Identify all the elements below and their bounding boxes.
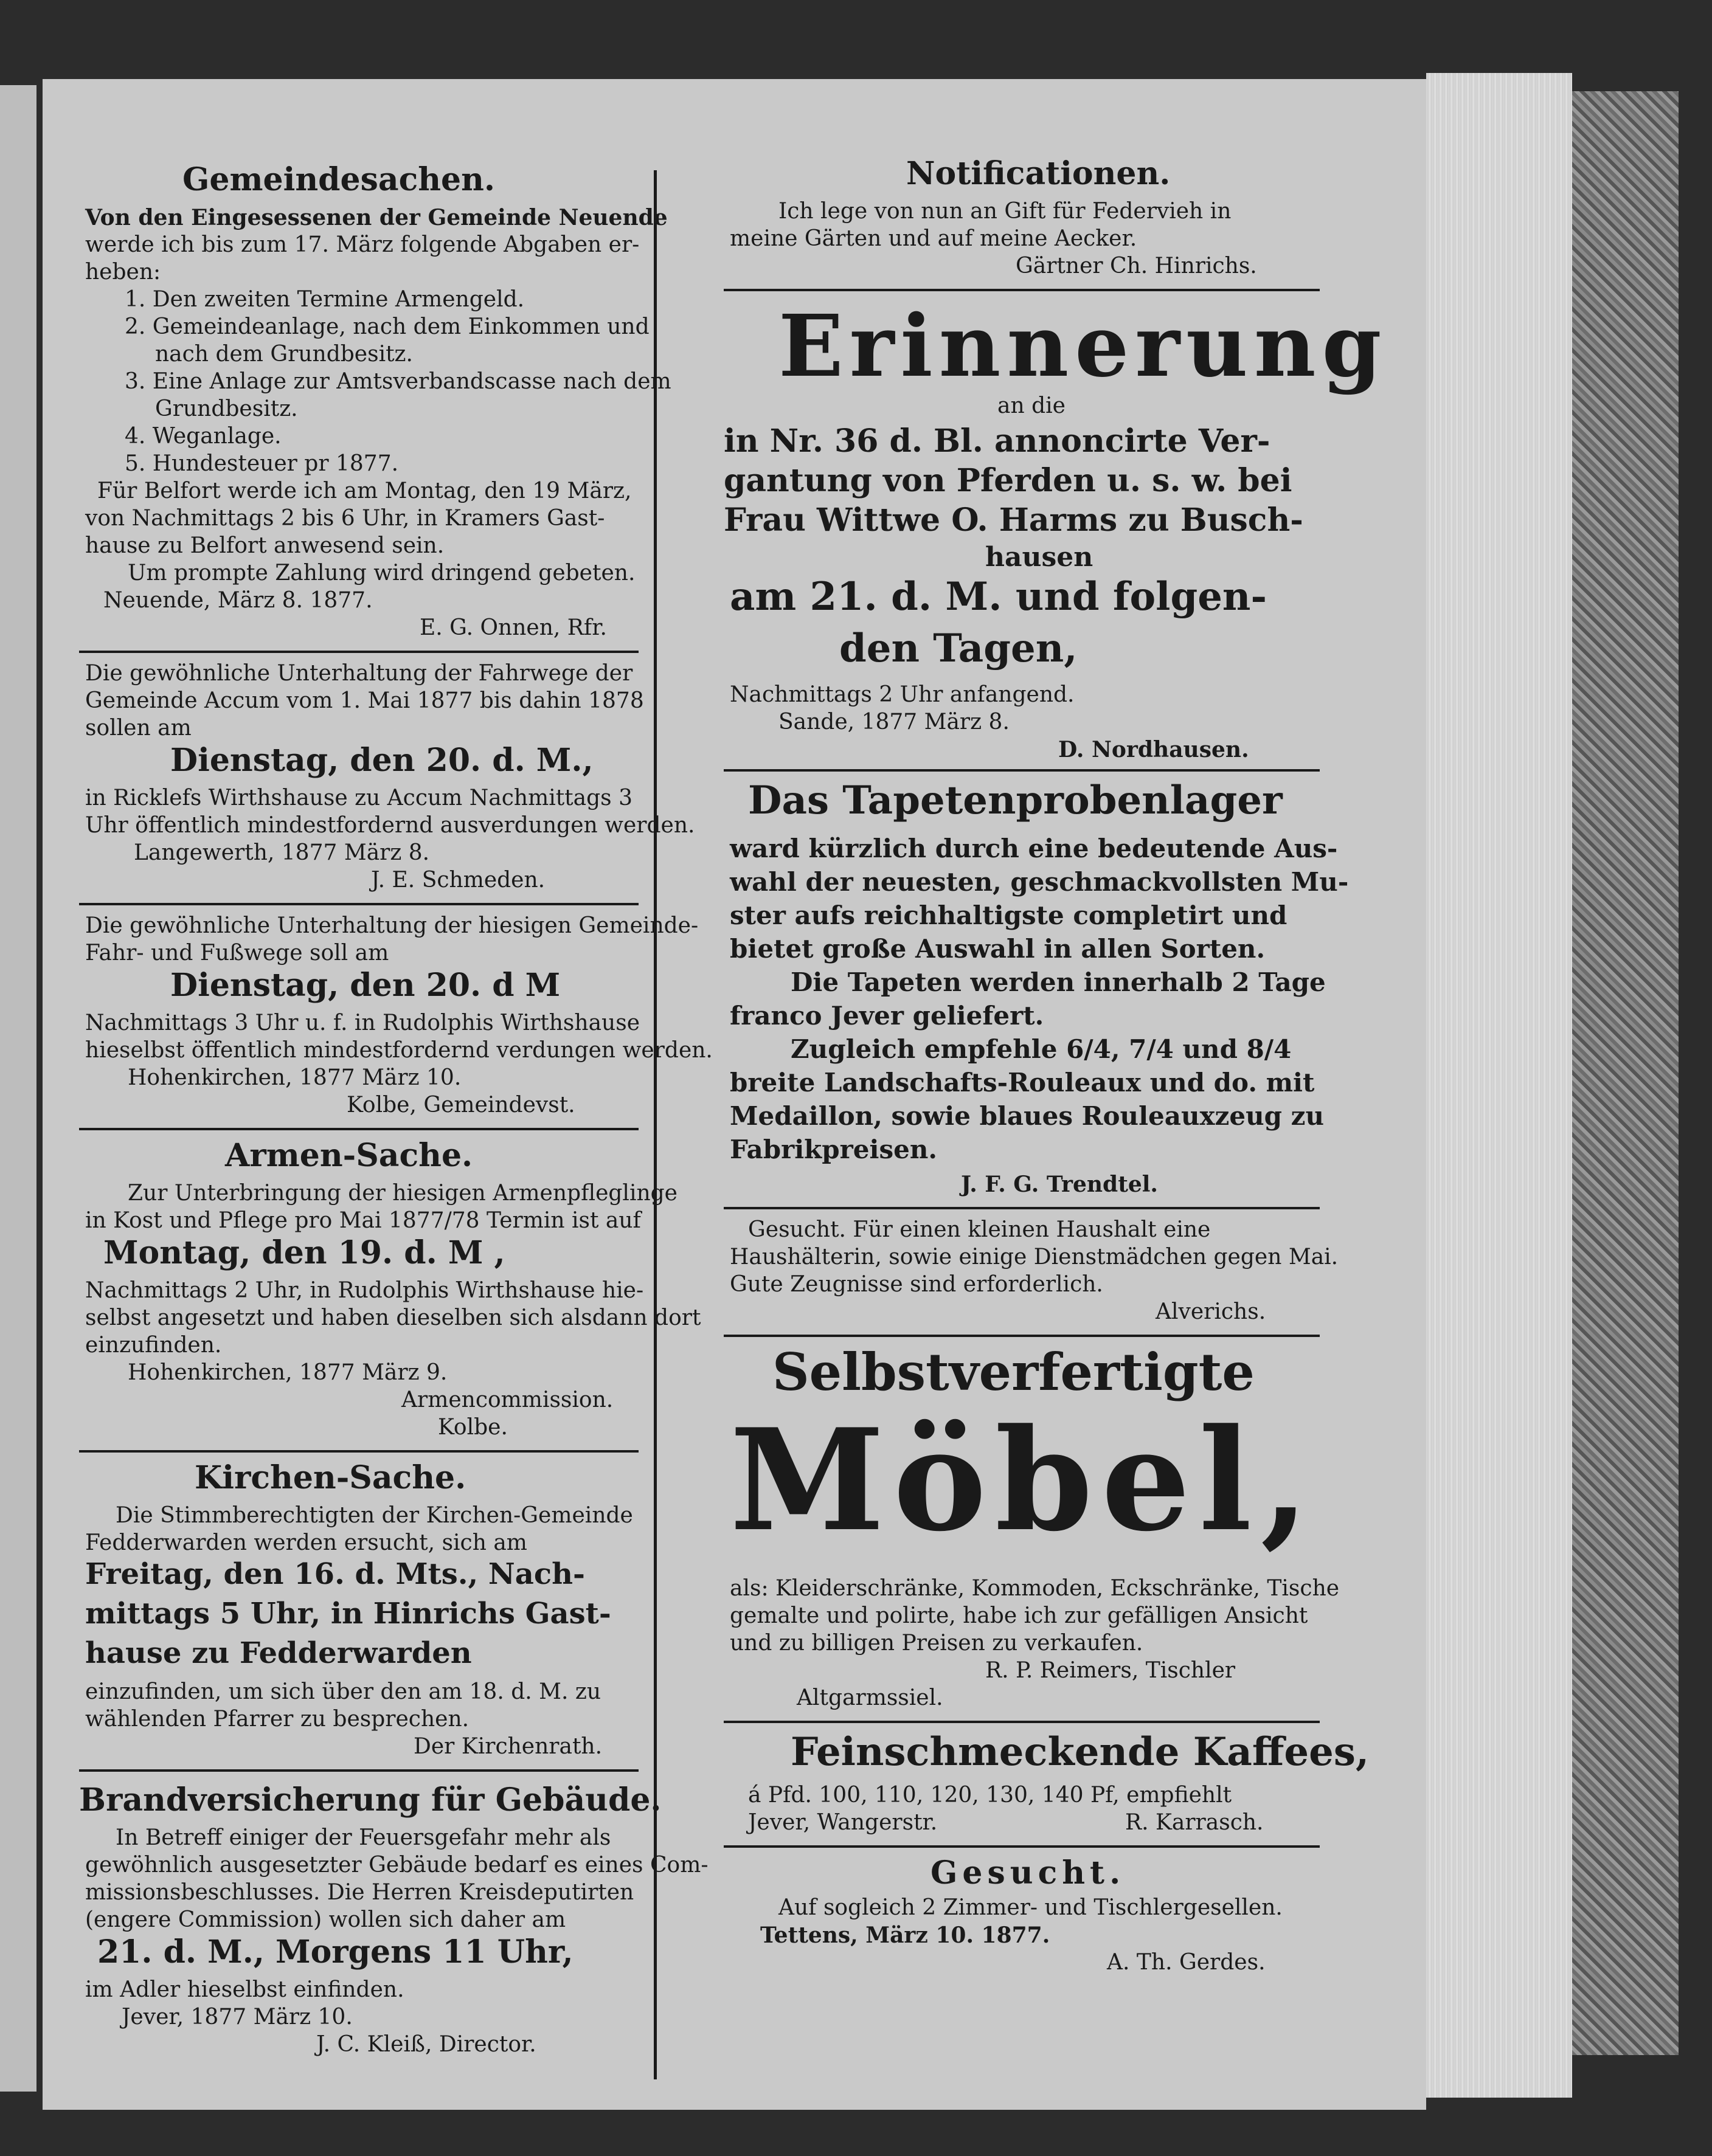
separator-rule	[79, 651, 639, 653]
text-line: Fahr- und Fußwege soll am	[85, 941, 389, 966]
text-line: Nachmittags 3 Uhr u. f. in Rudolphis Wirthshause	[85, 1011, 640, 1035]
date-emphasis: 21. d. M., Morgens 11 Uhr,	[97, 1933, 574, 1971]
separator-rule	[724, 289, 1320, 291]
text-line: Medaillon, sowie blaues Rouleauxzeug zu	[730, 1101, 1325, 1131]
text-line: in Kost und Pflege pro Mai 1877/78 Termin ist auf	[85, 1208, 641, 1233]
heading-kaffees: Feinschmeckende Kaffees,	[791, 1729, 1370, 1775]
text-line: (engere Commission) wollen sich daher am	[85, 1907, 566, 1932]
date-emphasis: Dienstag, den 20. d. M.,	[170, 742, 594, 779]
emphasis-line: in Nr. 36 d. Bl. annoncirte Ver-	[724, 423, 1270, 460]
list-item: 5. Hundesteuer pr 1877.	[125, 451, 399, 476]
book-cover-marbled	[1572, 91, 1679, 2055]
signature: J. F. G. Trendtel.	[961, 1172, 1158, 1197]
heading-gemeindesachen: Gemeindesachen.	[182, 161, 496, 198]
list-item: Grundbesitz.	[155, 396, 298, 421]
place-date: Jever, 1877 März 10.	[122, 2005, 353, 2030]
text-line: an die	[997, 393, 1066, 418]
emphasis-line: Frau Wittwe O. Harms zu Busch-	[724, 502, 1303, 539]
signature: A. Th. Gerdes.	[1107, 1950, 1266, 1975]
previous-page-edge	[0, 85, 36, 2092]
place-date: Neuende, März 8. 1877.	[103, 588, 373, 613]
text-line: ster aufs reichhaltigste completirt und	[730, 900, 1287, 930]
separator-rule	[724, 1207, 1320, 1209]
text-line: als: Kleiderschränke, Kommoden, Eckschränke, Tische	[730, 1576, 1340, 1601]
emphasis-line: gantung von Pferden u. s. w. bei	[724, 462, 1292, 499]
emphasis-line: mittags 5 Uhr, in Hinrichs Gast-	[85, 1597, 611, 1631]
signature: R. Karrasch.	[1125, 1810, 1264, 1835]
text-line: Für Belfort werde ich am Montag, den 19 März,	[97, 479, 632, 503]
signature: Der Kirchenrath.	[414, 1734, 603, 1759]
separator-rule	[79, 903, 639, 905]
text-line: Um prompte Zahlung wird dringend gebeten.	[128, 561, 636, 586]
text-line: meine Gärten und auf meine Aecker.	[730, 226, 1137, 251]
text-line: gemalte und polirte, habe ich zur gefälligen Ansicht	[730, 1603, 1308, 1628]
separator-rule	[724, 1721, 1320, 1723]
heading-erinnerung: Erinnerung	[778, 297, 1388, 396]
list-item: 4. Weganlage.	[125, 424, 282, 449]
heading-kirchen-sache: Kirchen-Sache.	[195, 1459, 466, 1496]
text-line: Von den Eingesessenen der Gemeinde Neuende	[85, 205, 668, 230]
signature: Armencommission.	[401, 1387, 614, 1412]
text-line: Nachmittags 2 Uhr, in Rudolphis Wirthshause hie-	[85, 1278, 644, 1303]
text-line: Uhr öffentlich mindestfordernd ausverdungen werden.	[85, 813, 695, 838]
separator-rule	[79, 1450, 639, 1453]
text-line: wählenden Pfarrer zu besprechen.	[85, 1707, 470, 1732]
text-line: Die Tapeten werden innerhalb 2 Tage	[791, 967, 1326, 997]
separator-rule	[79, 1769, 639, 1772]
text-line: Gemeinde Accum vom 1. Mai 1877 bis dahin 1878	[85, 688, 644, 713]
heading-brandversicherung: Brandversicherung für Gebäude.	[79, 1781, 662, 1819]
text-line: selbst angesetzt und haben dieselben sich alsdann dort	[85, 1305, 701, 1330]
list-item: nach dem Grundbesitz.	[155, 342, 413, 367]
text-line: bietet große Auswahl in allen Sorten.	[730, 934, 1266, 964]
date-emphasis: den Tagen,	[839, 626, 1078, 671]
text-line: und zu billigen Preisen zu verkaufen.	[730, 1631, 1143, 1656]
text-line: werde ich bis zum 17. März folgende Abgaben er-	[85, 232, 640, 257]
heading-moebel: Möbel,	[730, 1398, 1318, 1563]
text-line: Gute Zeugnisse sind erforderlich.	[730, 1272, 1103, 1297]
text-line: Ich lege von nun an Gift für Federvieh in	[778, 199, 1232, 224]
heading-gesucht: Gesucht.	[931, 1854, 1126, 1892]
text-line: Die Stimmberechtigten der Kirchen-Gemeinde	[116, 1503, 633, 1528]
text-line: Die gewöhnliche Unterhaltung der hiesigen Gemeinde-	[85, 913, 699, 938]
signature: J. E. Schmeden.	[371, 868, 546, 893]
text-line: gewöhnlich ausgesetzter Gebäude bedarf es eines Com-	[85, 1853, 709, 1878]
emphasis-line: Freitag, den 16. d. Mts., Nach-	[85, 1557, 585, 1591]
date-emphasis: Montag, den 19. d. M ,	[103, 1234, 505, 1271]
place-date: Hohenkirchen, 1877 März 9.	[128, 1360, 448, 1385]
signature: D. Nordhausen.	[1058, 737, 1249, 762]
date-emphasis: Dienstag, den 20. d M	[170, 967, 561, 1004]
book-page-edges	[1426, 73, 1572, 2098]
place-date: Sande, 1877 März 8.	[778, 710, 1010, 734]
signature: Alverichs.	[1156, 1299, 1266, 1324]
text-line: von Nachmittags 2 bis 6 Uhr, in Kramers Gast-	[85, 506, 605, 531]
heading-notificationen: Notificationen.	[906, 155, 1171, 192]
separator-rule	[724, 1845, 1320, 1848]
place-date: Hohenkirchen, 1877 März 10.	[128, 1065, 462, 1090]
list-item: 3. Eine Anlage zur Amtsverbandscasse nach dem	[125, 369, 671, 394]
signature: Gärtner Ch. Hinrichs.	[1016, 254, 1257, 278]
heading-armen-sache: Armen-Sache.	[225, 1137, 473, 1174]
text-line: Die gewöhnliche Unterhaltung der Fahrwege der	[85, 661, 633, 686]
place-date: Langewerth, 1877 März 8.	[134, 840, 430, 865]
text-line: hausen	[985, 542, 1093, 573]
text-line: breite Landschafts-Rouleaux und do. mit	[730, 1068, 1315, 1097]
text-line: einzufinden, um sich über den am 18. d. M. zu	[85, 1679, 601, 1704]
emphasis-line: hause zu Fedderwarden	[85, 1636, 472, 1670]
text-line: Fabrikpreisen.	[730, 1135, 937, 1164]
text-line: wahl der neuesten, geschmackvollsten Mu-	[730, 867, 1349, 897]
text-line: In Betreff einiger der Feuersgefahr mehr als	[116, 1825, 611, 1850]
text-line: in Ricklefs Wirthshause zu Accum Nachmittags 3	[85, 786, 632, 810]
text-line: Auf sogleich 2 Zimmer- und Tischlergesellen.	[778, 1895, 1283, 1920]
text-line: ward kürzlich durch eine bedeutende Aus-	[730, 834, 1338, 863]
separator-rule	[724, 1335, 1320, 1337]
text-line: Zugleich empfehle 6/4, 7/4 und 8/4	[791, 1034, 1292, 1064]
text-line: missionsbeschlusses. Die Herren Kreisdeputirten	[85, 1880, 634, 1905]
separator-rule	[79, 1128, 639, 1130]
text-line: Fedderwarden werden ersucht, sich am	[85, 1530, 527, 1555]
place: Jever, Wangerstr.	[748, 1810, 938, 1835]
text-line: Haushälterin, sowie einige Dienstmädchen gegen Mai.	[730, 1245, 1339, 1270]
text-line: franco Jever geliefert.	[730, 1001, 1044, 1031]
list-item: 1. Den zweiten Termine Armengeld.	[125, 287, 525, 312]
signature: R. P. Reimers, Tischler	[985, 1658, 1236, 1683]
list-item: 2. Gemeindeanlage, nach dem Einkommen und	[125, 314, 650, 339]
signature: J. C. Kleiß, Director.	[316, 2032, 536, 2057]
text-line: Zur Unterbringung der hiesigen Armenpfleglinge	[128, 1181, 678, 1206]
signature: E. G. Onnen, Rfr.	[420, 615, 607, 640]
text-line: einzufinden.	[85, 1333, 222, 1358]
text-line: hieselbst öffentlich mindestfordernd verdungen werden.	[85, 1038, 713, 1063]
heading-tapetenprobenlager: Das Tapetenprobenlager	[748, 778, 1283, 823]
place-date: Tettens, März 10. 1877.	[760, 1923, 1050, 1948]
place: Altgarmssiel.	[797, 1685, 943, 1710]
text-line: á Pfd. 100, 110, 120, 130, 140 Pf, empfiehlt	[748, 1783, 1232, 1808]
separator-rule	[724, 769, 1320, 772]
text-line: Gesucht. Für einen kleinen Haushalt eine	[748, 1217, 1211, 1242]
signature: Kolbe, Gemeindevst.	[347, 1093, 575, 1118]
text-line: Nachmittags 2 Uhr anfangend.	[730, 682, 1075, 707]
text-line: im Adler hieselbst einfinden.	[85, 1977, 404, 2002]
date-emphasis: am 21. d. M. und folgen-	[730, 574, 1267, 620]
text-line: heben:	[85, 260, 161, 285]
signature: Kolbe.	[438, 1415, 508, 1440]
text-line: sollen am	[85, 716, 192, 741]
newspaper-page	[43, 79, 1426, 2110]
text-line: hause zu Belfort anwesend sein.	[85, 533, 445, 558]
heading-selbstverfertigte: Selbstverfertigte	[772, 1342, 1255, 1402]
